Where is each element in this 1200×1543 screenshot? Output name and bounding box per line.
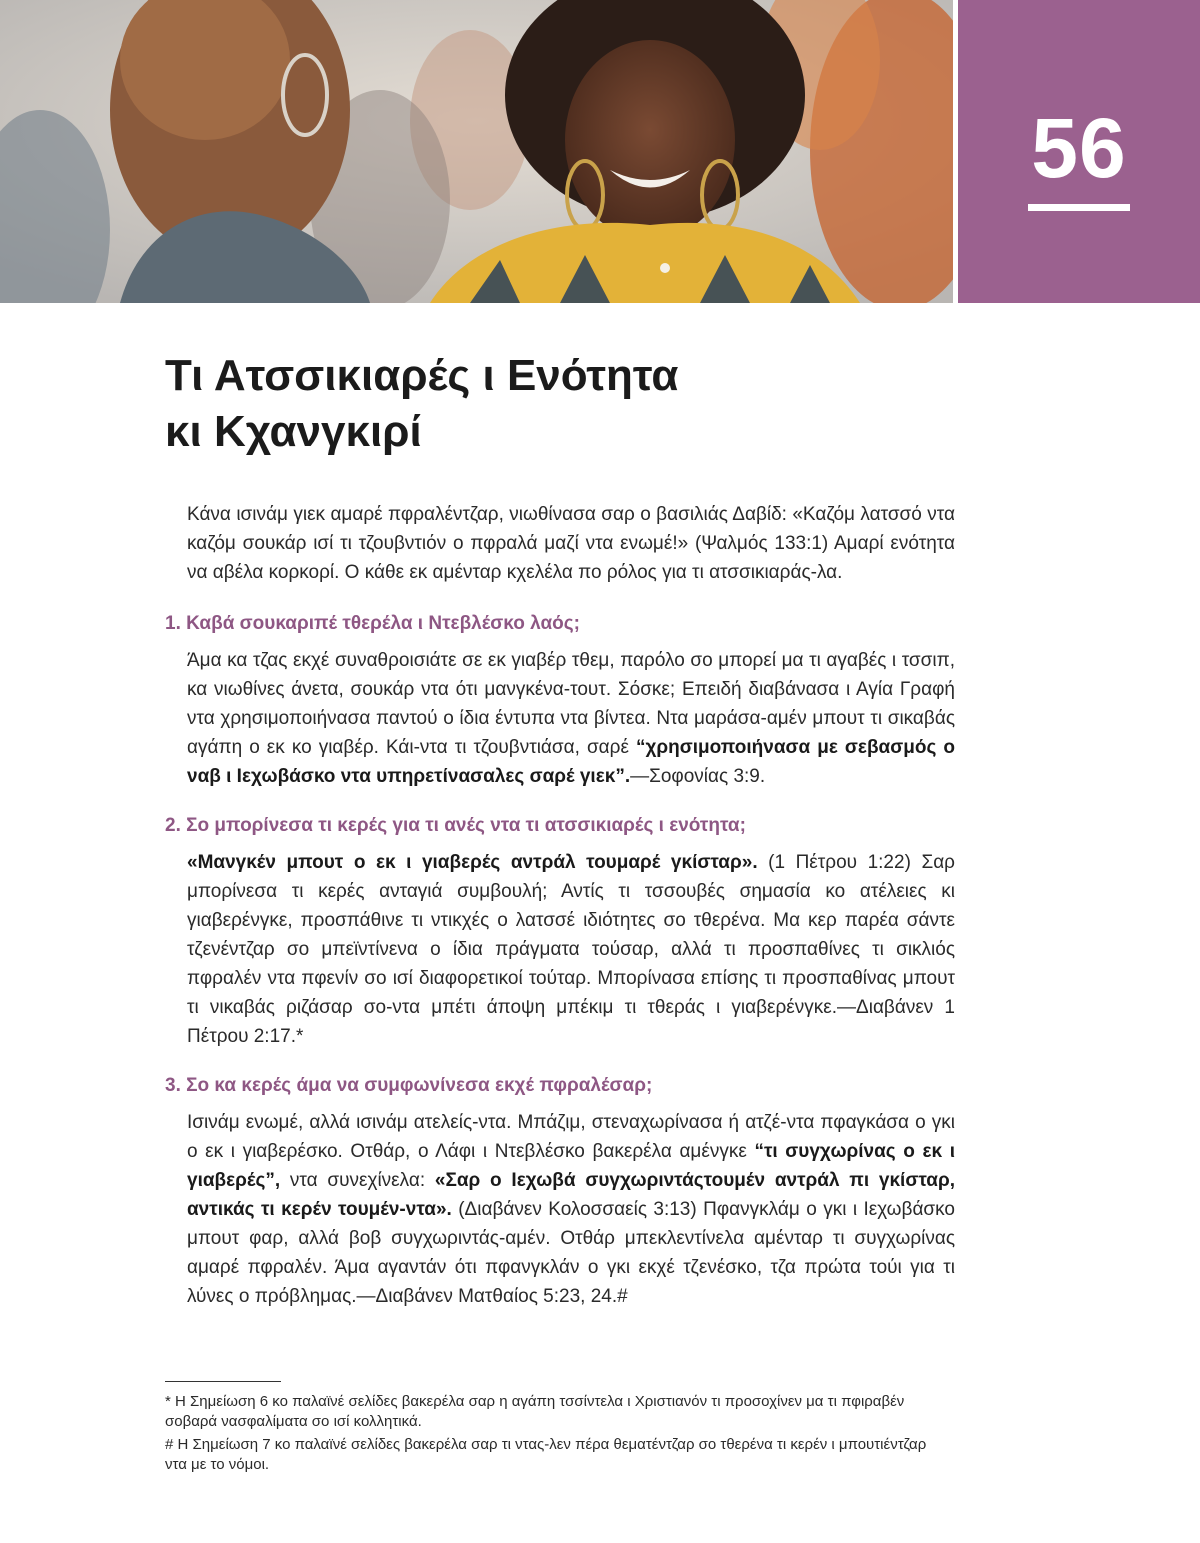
section-1-question — [165, 609, 955, 638]
section-3-text-start: Ισινάμ ενωμέ, αλλά ισινάμ ατελείς-ντα. Μπάζιμ, στεναχωρίνασα ή ατζέ-ντα πφαγκάσα ο γκι ο εκ ι γιαβερέσκο. Οτθάρ, ο Λάφι ι Ντεβλέσκο βακερέλα αμένγκε — [187, 1112, 955, 1162]
header-photo-illustration — [0, 0, 953, 303]
section-1-paragraph — [187, 646, 955, 791]
footnotes — [165, 1392, 945, 1478]
lesson-number-underline — [1028, 204, 1130, 211]
section-2-text: (1 Πέτρου 1:22) Σαρ μπορίνεσα τι κερές ανταγιά συμβουλή; Αντίς τι τσσουβές σημασία κο ατέλειες κι γιαβερένγκε, προσπάθινε τι ντικχές ο λατσσέ ιδιότητες σο τθερένα. Μα κερ παρέα σάντε τζενέντζαρ σο μπεϊντίνενα ο ίδια πράγματα τούσαρ, αλλά τι προσπαθίνες τι σικλιός πφραλέν ντα πφενίν σο ισί διαφορετικοί τούταρ. Μπορίνασα επίσης τι προσπαθίνας μπουτ τι νικαβάς ριζάσαρ σο-ντα μπέτι άποψη μπέκιμ τι τθεράς ι γιαβερένγκε.—Διαβάνεν 1 Πέτρου 2:17.* — [187, 852, 955, 1047]
section-2-question-text: Σο μπορίνεσα τι κερές για τι ανές ντα τι ατσσικιαρές ι ενότητα; — [186, 815, 746, 836]
section-1-scripture-ref: —Σοφονίας 3:9. — [630, 766, 766, 787]
lesson-body — [165, 500, 955, 1331]
section-3-question — [165, 1071, 955, 1100]
title-line-2: κι Κχανγκιρί — [165, 407, 422, 456]
section-3-bold-quote-1: “τι συγχωρίνας ο εκ ι γιαβερές”, — [187, 1141, 955, 1191]
section-2 — [165, 811, 955, 1051]
section-3-paragraph — [187, 1108, 955, 1311]
section-1-number: 1. — [165, 613, 181, 634]
page-title — [165, 348, 945, 460]
header-photo — [0, 0, 953, 303]
section-3-number: 3. — [165, 1075, 181, 1096]
section-3-bold-quote-2: «Σαρ ο Ιεχωβά συγχωριντάςτουμέν αντράλ πι γκίσταρ, αντικάς τι κερέν τουμέν-ντα». — [187, 1170, 955, 1220]
section-3-text-mid: ντα συνεχίνελα: — [280, 1170, 435, 1191]
section-2-paragraph — [187, 848, 955, 1051]
lesson-number-box — [958, 0, 1200, 303]
title-line-1: Τι Ατσσικιαρές ι Ενότητα — [165, 351, 679, 400]
section-3 — [165, 1071, 955, 1311]
section-2-bold-quote: «Μανγκέν μπουτ ο εκ ι γιαβερές αντράλ τουμαρέ γκίσταρ». — [187, 852, 758, 873]
section-1 — [165, 609, 955, 791]
footnote-divider — [165, 1381, 281, 1382]
section-1-question-text: Καβά σουκαριπέ τθερέλα ι Ντεβλέσκο λαός; — [186, 613, 580, 634]
footnote-2: # Η Σημείωση 7 κο παλαϊνέ σελίδες βακερέλα σαρ τι ντας-λεν πέρα θεματέντζαρ σο τθερένα τι κερέν ι μπουτιέντζαρ ντα με το νόμοι. — [165, 1436, 927, 1473]
section-2-number: 2. — [165, 815, 181, 836]
intro-paragraph: Κάνα ισινάμ γιεκ αμαρέ πφραλέντζαρ, νιωθίνασα σαρ ο βασιλιάς Δαβίδ: «Καζόμ λατσσό ντα καζόμ σουκάρ ισί τι τζουβντιόν ο πφραλά μαζί ντα ενωμέ!» (Ψαλμός 133:1) Αμαρί ενότητα να αβέλα κορκορί. Ο κάθε εκ αμένταρ κχελέλα πο ρόλος για τι ατσσικιαράς-λα. — [187, 504, 955, 583]
section-1-bold-quote: “χρησιμοποιήνασα με σεβασμός ο ναβ ι Ιεχωβάσκο ντα υπηρετίνασαλες σαρέ γιεκ”. — [187, 737, 955, 787]
section-2-question — [165, 811, 955, 840]
section-3-question-text: Σο κα κερές άμα να συμφωνίνεσα εκχέ πφραλέσαρ; — [186, 1075, 653, 1096]
section-3-text-end: (Διαβάνεν Κολοσσαείς 3:13) Πφανγκλάμ ο γκι ι Ιεχωβάσκο μπουτ φαρ, αλλά βοβ συγχωριντάς-αμέν. Οτθάρ μπεκλεντίνελα αμένταρ τι συγχωρίνας αμαρέ πφραλέν. Άμα αγαντάν ότι πφανγκλάν ο γκι εκχέ τζενέσκο, τζα πρώτα τούι για τι λύνες ο πρόβλημας.—Διαβάνεν Ματθαίος 5:23, 24.# — [187, 1199, 955, 1307]
section-1-text: Άμα κα τζας εκχέ συναθροισιάτε σε εκ γιαβέρ τθεμ, παρόλο σο μπορεί μα τι αγαβές ι τσσιπ, κα νιωθίνες άνετα, σουκάρ ντα ότι μανγκένα-τουτ. Σόσκε; Επειδή διαβάνασα ι Αγία Γραφή ντα χρησιμοποιήνασα παντού ο ίδια έντυπα ντα βίντεα. Ντα μαράσα-αμέν μπουτ τι σικαβάς αγάπη ο εκ κο γιαβέρ. Κάι-ντα τι τζουβντιάσα, σαρέ — [187, 650, 955, 758]
lesson-number: 56 — [1031, 101, 1127, 195]
footnote-1: * Η Σημείωση 6 κο παλαϊνέ σελίδες βακερέλα σαρ η αγάπη τσσίντελα ι Χριστιανόν τι προσοχίνεν μα τι πφιραβέν σοβαρά νασφαλίματα σο ισί κολλητικά. — [165, 1393, 905, 1430]
